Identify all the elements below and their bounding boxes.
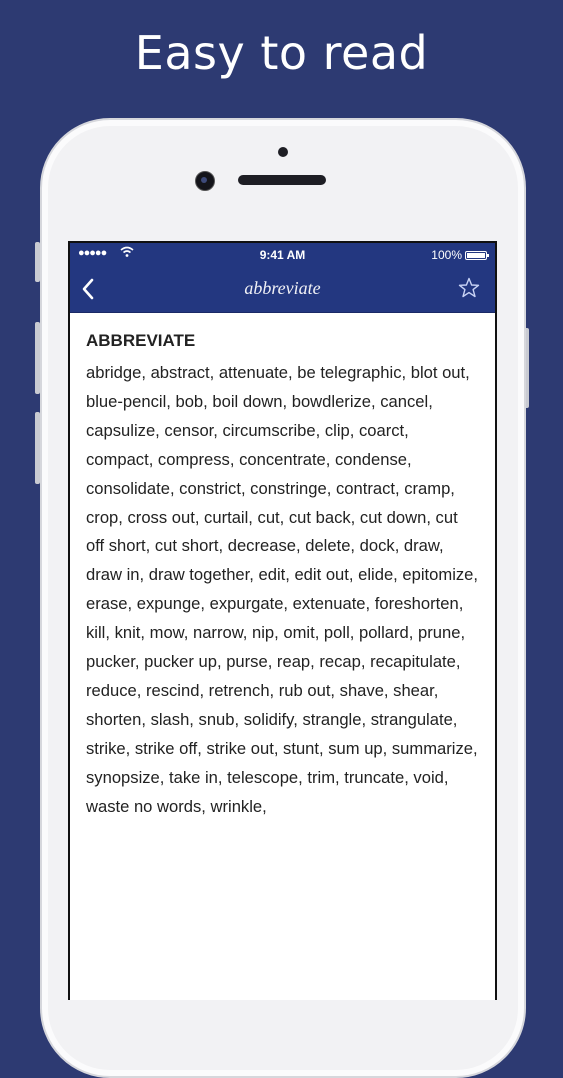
back-button[interactable] [80, 276, 106, 302]
battery-percent: 100% [431, 248, 462, 262]
chevron-left-icon [80, 276, 96, 302]
entry-headword: ABBREVIATE [86, 331, 196, 350]
entry-content [70, 313, 495, 822]
star-outline-icon [457, 276, 481, 300]
front-camera-icon [195, 171, 215, 191]
battery-icon [465, 251, 487, 260]
signal-strength-icon: ●●●●● [78, 247, 107, 259]
favorite-button[interactable] [457, 276, 483, 302]
status-time: 9:41 AM [259, 248, 306, 262]
app-screen [68, 241, 497, 1000]
earpiece-speaker [238, 175, 326, 185]
nav-bar [70, 268, 495, 313]
synonym-list: abridge, abstract, attenuate, be telegraphic, blot out, blue-pencil, bob, boil down, bowdlerize, cancel, capsulize, censor, circumscribe, clip, coarct, compact, compress, concentrate, condense, consolidate, constrict, constringe, contract, cramp, crop, cross out, curtail, cut, cut back, cut down, cut off short, cut short, decrease, delete, dock, draw, draw in, draw together, edit, edit out, elide, epitomize, erase, expunge, expurgate, extenuate, foreshorten, kill, knit, mow, narrow, nip, omit, poll, pollard, prune, pucker, pucker up, purse, reap, recap, recapitulate, reduce, rescind, retrench, rub out, shave, shear, shorten, slash, snub, solidify, strangle, strangulate, strike, strike off, strike out, stunt, sum up, summarize, synopsize, take in, telescope, trim, truncate, void, waste no words, wrinkle, [86, 363, 479, 816]
proximity-sensor [278, 147, 288, 157]
battery-status [431, 248, 487, 262]
status-bar [70, 243, 495, 268]
promo-headline: Easy to read [134, 26, 429, 80]
nav-title: abbreviate [244, 278, 321, 298]
